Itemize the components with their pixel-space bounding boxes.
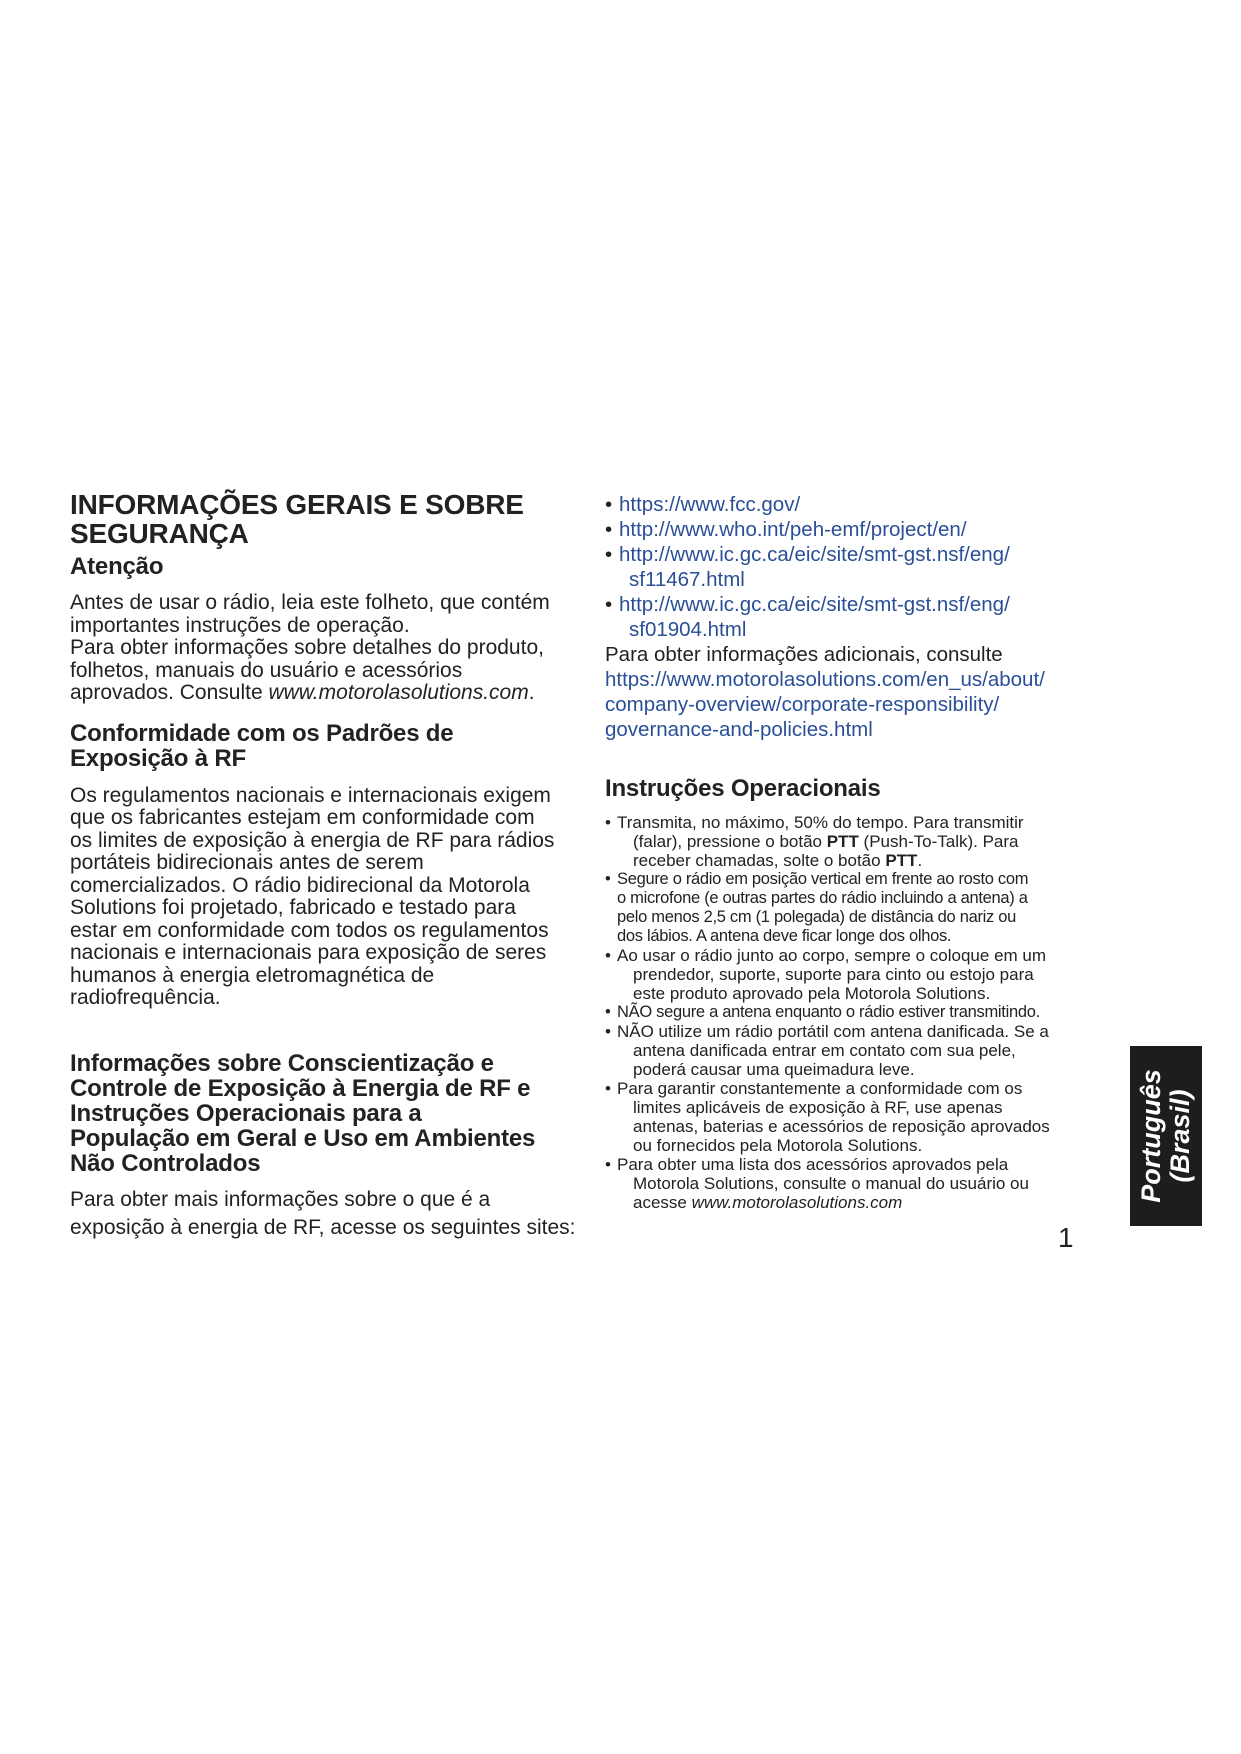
text-line: poderá causar uma queimadura leve. — [633, 1060, 915, 1079]
link-text[interactable]: company-overview/corporate-responsibility/ — [605, 693, 1000, 716]
text-line: Para obter uma lista dos acessórios aprovados pela — [617, 1155, 1009, 1174]
text-line — [617, 1193, 1105, 1212]
list-item — [605, 1079, 1105, 1155]
list-item — [605, 592, 1105, 642]
text-line: que os fabricantes estejam em conformidade com — [70, 806, 535, 829]
text-line: limites aplicáveis de exposição à RF, use apenas — [633, 1098, 1003, 1117]
bullet: • — [605, 870, 611, 888]
link-text[interactable]: sf01904.html — [629, 618, 747, 641]
bullet: • — [605, 493, 613, 516]
text-line: antena danificada entrar em contato com sua pele, — [633, 1041, 1016, 1060]
text-line: Transmita, no máximo, 50% do tempo. Para transmitir — [617, 813, 1024, 832]
list-item — [605, 1155, 1105, 1212]
bullet: • — [605, 946, 611, 965]
text-line — [70, 682, 580, 705]
text-line: radiofrequência. — [70, 986, 221, 1009]
link-text[interactable]: http://www.ic.gc.ca/eic/site/smt-gst.nsf/eng/ — [619, 593, 1010, 616]
who-link[interactable] — [619, 517, 967, 542]
attention-paragraph-1 — [70, 592, 580, 637]
heading-line: Instruções Operacionais para a — [70, 1099, 422, 1127]
rf-awareness-heading — [70, 1051, 580, 1176]
ptt-label: PTT — [826, 832, 859, 851]
text-line: Solutions foi projetado, fabricado e testado para — [70, 896, 516, 919]
language-tab — [1130, 1046, 1202, 1226]
motorola-website-link[interactable]: www.motorolasolutions.com — [691, 1193, 903, 1212]
rf-info-link-list — [605, 492, 1105, 642]
heading-line: Informações sobre Conscientização e — [70, 1049, 494, 1077]
text-line: comercializados. O rádio bidirecional da Motorola — [70, 873, 530, 897]
text-line: portáteis bidirecionais antes de serem — [70, 851, 424, 874]
text-line — [617, 832, 1105, 851]
bullet: • — [605, 1079, 611, 1098]
text-line: dos lábios. A antena deve ficar longe dos olhos. — [617, 927, 952, 945]
operational-instructions-list — [605, 813, 1105, 1212]
text-line: NÃO segure a antena enquanto o rádio estiver transmitindo. — [617, 1003, 1040, 1021]
text-run: . — [917, 851, 923, 870]
text-run: acesse — [633, 1193, 692, 1212]
heading-line: Não Controlados — [70, 1149, 261, 1177]
text-line: pelo menos 2,5 cm (1 polegada) de distância do nariz ou — [617, 908, 1017, 926]
text-line: antenas, baterias e acessórios de reposição aprovados — [633, 1117, 1050, 1136]
text-run: aprovados. Consulte — [70, 681, 269, 704]
bullet: • — [605, 593, 613, 616]
list-item — [605, 492, 1105, 517]
text-line — [617, 851, 1105, 870]
rf-compliance-heading — [70, 721, 580, 771]
link-text[interactable]: https://www.motorolasolutions.com/en_us/about/ — [605, 668, 1045, 691]
rf-awareness-body — [70, 1186, 580, 1242]
text-line: o microfone (e outras partes do rádio incluindo a antena) a — [617, 889, 1028, 907]
text-line: NÃO utilize um rádio portátil com antena danificada. Se a — [617, 1022, 1049, 1041]
page-title-line1: INFORMAÇÕES GERAIS E SOBRE — [70, 489, 524, 520]
link-text[interactable]: https://www.fcc.gov/ — [619, 493, 801, 516]
bullet: • — [605, 813, 611, 832]
text-run: (falar), pressione o botão — [633, 832, 827, 851]
text-line: folhetos, manuais do usuário e acessórios — [70, 658, 463, 682]
text-run: (Push-To-Talk). Para — [858, 832, 1019, 851]
heading-line: Exposição à RF — [70, 744, 246, 772]
list-item — [605, 1003, 1105, 1022]
link-text[interactable]: http://www.ic.gc.ca/eic/site/smt-gst.nsf/eng/ — [619, 543, 1010, 566]
text-line: prendedor, suporte, suporte para cinto ou estojo para — [633, 965, 1034, 984]
list-item — [605, 1022, 1105, 1079]
list-item — [605, 542, 1105, 592]
text-line: Antes de usar o rádio, leia este folheto, que contém — [70, 591, 550, 614]
rf-compliance-body — [70, 785, 580, 1010]
language-tab-line: (Brasil) — [1165, 1089, 1195, 1183]
bullet: • — [605, 1003, 611, 1021]
text-line: Para garantir constantemente a conformidade com os — [617, 1079, 1023, 1098]
heading-line: Controle de Exposição à Energia de RF e — [70, 1074, 531, 1102]
bullet: • — [605, 1022, 611, 1041]
bullet: • — [605, 1155, 611, 1174]
list-item — [605, 813, 1105, 870]
heading-line: Conformidade com os Padrões de — [70, 719, 454, 747]
attention-paragraph-2 — [70, 637, 580, 705]
bullet: • — [605, 518, 613, 541]
page-title — [70, 490, 580, 548]
bullet: • — [605, 543, 613, 566]
heading-line: População em Geral e Uso em Ambientes — [70, 1124, 536, 1152]
language-tab-line: Português — [1136, 1069, 1166, 1203]
attention-heading: Atenção — [70, 553, 164, 580]
text-line: Motorola Solutions, consulte o manual do usuário ou — [633, 1174, 1029, 1193]
language-tab-label — [1137, 1069, 1195, 1203]
operational-instructions-heading: Instruções Operacionais — [605, 775, 881, 802]
ic-gc-link-2[interactable] — [619, 592, 1010, 642]
text-line: ou fornecidos pela Motorola Solutions. — [633, 1136, 923, 1155]
text-line: Os regulamentos nacionais e internacionais exigem — [70, 783, 551, 807]
link-text[interactable]: governance-and-policies.html — [605, 718, 873, 741]
text-line: Para obter informações sobre detalhes do produto, — [70, 636, 544, 659]
text-line: os limites de exposição à energia de RF para rádios — [70, 828, 555, 852]
text-line: importantes instruções de operação. — [70, 613, 410, 637]
text-line: exposição à energia de RF, acesse os seguintes sites: — [70, 1215, 576, 1239]
left-column — [70, 490, 580, 1242]
page-number: 1 — [1058, 1222, 1074, 1253]
page-title-line2: SEGURANÇA — [70, 518, 249, 549]
list-item — [605, 517, 1105, 542]
text-line: Para obter mais informações sobre o que é a — [70, 1187, 491, 1211]
text-line: Ao usar o rádio junto ao corpo, sempre o coloque em um — [617, 946, 1047, 965]
list-item — [605, 946, 1105, 1003]
ptt-label: PTT — [885, 851, 918, 870]
text-line: humanos à energia eletromagnética de — [70, 963, 435, 987]
motorola-website-link[interactable]: www.motorolasolutions.com — [268, 681, 529, 704]
text-run: receber chamadas, solte o botão — [633, 851, 886, 870]
text-run: . — [528, 681, 535, 704]
link-text[interactable]: sf11467.html — [629, 568, 745, 591]
text-line: Segure o rádio em posição vertical em frente ao rosto com — [617, 870, 1029, 888]
text-line: estar em conformidade com todos os regulamentos — [70, 918, 549, 942]
link-text[interactable]: http://www.who.int/peh-emf/project/en/ — [619, 518, 967, 541]
list-item — [605, 870, 1105, 946]
right-column — [605, 492, 1105, 1212]
text-line: este produto aprovado pela Motorola Solutions. — [633, 984, 991, 1003]
ic-gc-link-1[interactable] — [619, 542, 1010, 592]
more-info-text: Para obter informações adicionais, consulte — [605, 643, 1003, 666]
text-line: nacionais e internacionais para exposição de seres — [70, 941, 547, 964]
corporate-responsibility-link[interactable] — [605, 667, 1105, 742]
fcc-link[interactable] — [619, 492, 800, 517]
